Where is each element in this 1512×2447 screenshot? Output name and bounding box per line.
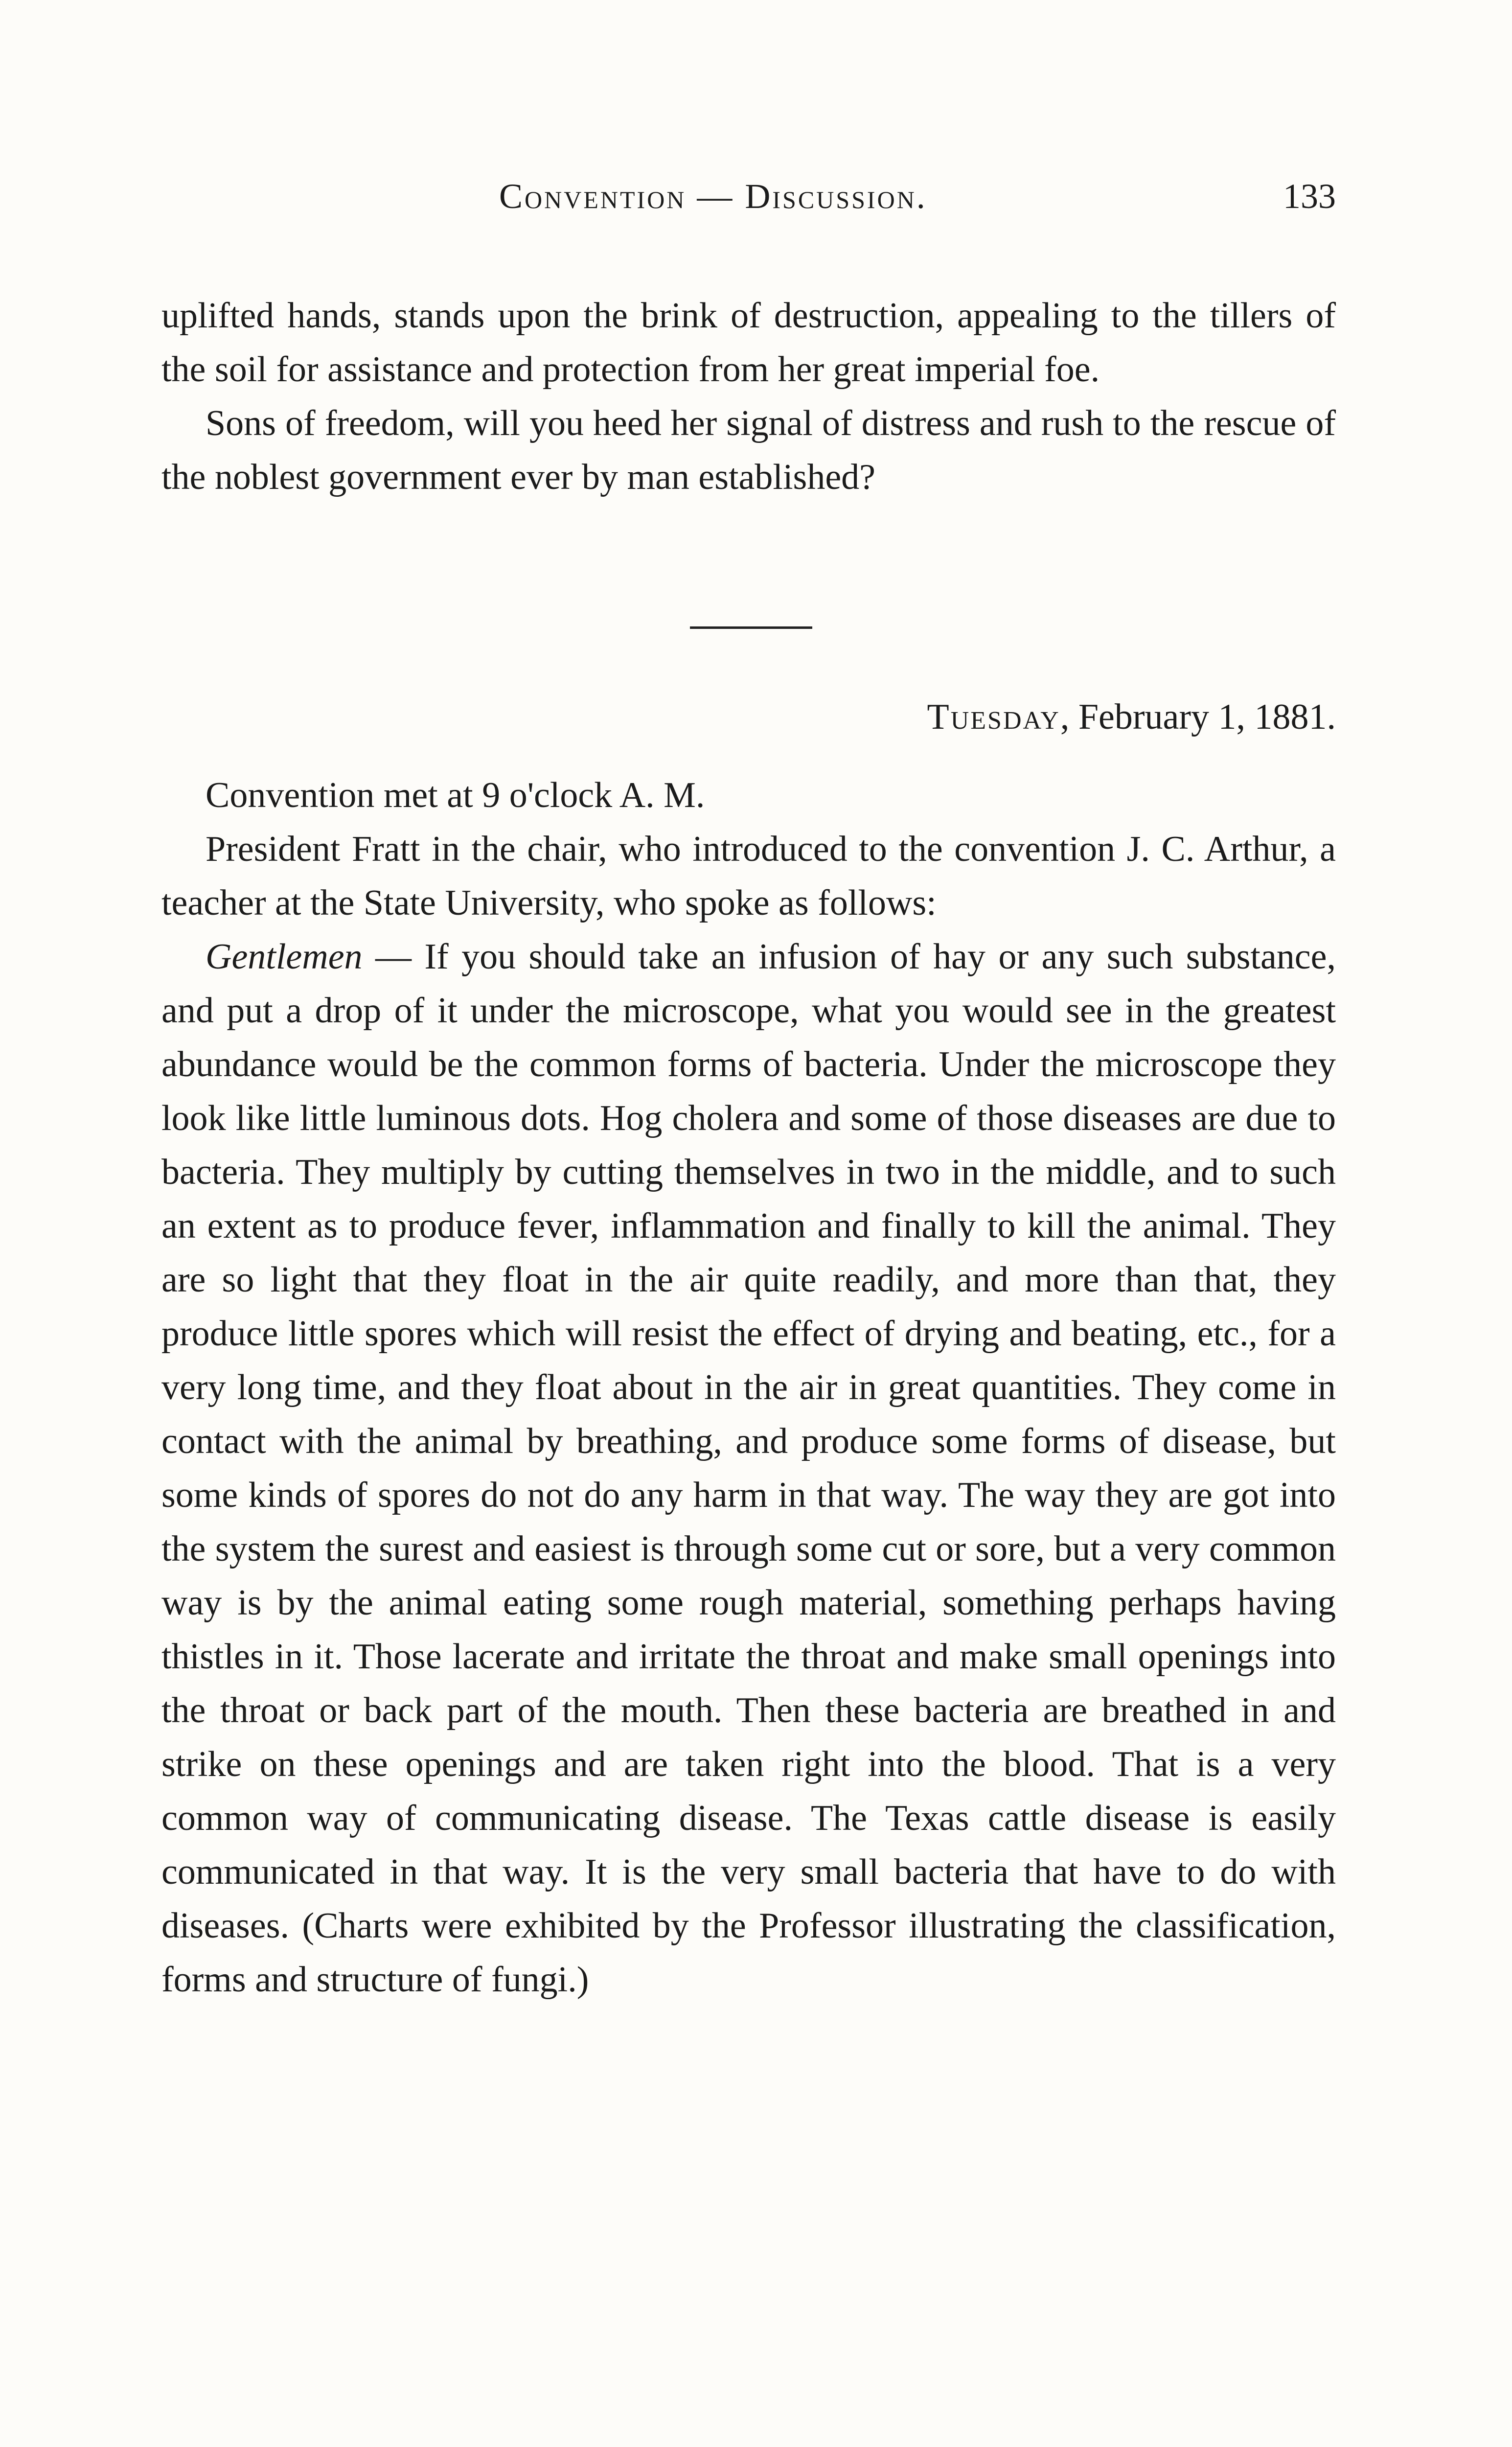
section-divider (690, 626, 812, 629)
speech-text: — If you should take an infusion of hay or any such substance, and put a drop of it under the microscope, what you would see in the greatest abundance would be the common forms of bacteria. Under the microscope they look like little luminous dots. Hog cholera and some of those diseases are due to bacteria. They multiply by cutting themselves in two in the middle, and to such an extent as to produce fever, inflammation and finally to kill the animal. They are so light that they float in the air quite readily, and more than that, they produce little spores which will resist the effect of drying and beating, etc., for a very long time, and they float about in the air in great quantities. They come in contact with the animal by breathing, and produce some forms of disease, but some kinds of spores do not do any harm in that way. The way they are got into the system the surest and easiest is through some cut or sore, but a very common way is by the animal eating some rough material, something perhaps having thistles in it. Those lacerate and irritate the throat and make small openings into the throat or back part of the mouth. Then these bacteria are breathed in and strike on these openings and are taken right into the blood. That is a very common way of communicating disease. The Texas cattle disease is easily communicated in that way. It is the very small bacteria that have to do with diseases. (Charts were exhibited by the Professor illustrating the classification, forms and structure of fungi.) (161, 937, 1336, 2000)
paragraph-introduction: President Fratt in the chair, who introduced to the convention J. C. Arthur, a teacher at the State University, who spoke as follows: (161, 829, 1336, 923)
page-header (161, 176, 1336, 235)
paragraph-sons-of-freedom: Sons of freedom, will you heed her signal of distress and rush to the rescue of the noblest government ever by man established? (161, 403, 1336, 497)
speech-salutation: Gentlemen (206, 937, 363, 977)
dateline-date: , February 1, 1881. (1060, 697, 1336, 737)
page-number: 133 (1283, 177, 1336, 216)
dateline (927, 690, 1336, 744)
dateline-day: Tuesday (927, 697, 1060, 737)
paragraph-continuation: uplifted hands, stands upon the brink of destruction, appealing to the tillers of the soil for assistance and protection from her great imperial foe. (161, 296, 1336, 390)
running-head: Convention — Discussion. (499, 177, 927, 216)
text-block-main (161, 768, 1336, 2007)
paragraph-convention-met: Convention met at 9 o'clock A. M. (206, 775, 705, 815)
text-block-top (161, 289, 1336, 504)
paragraph-speech (161, 930, 1336, 2007)
